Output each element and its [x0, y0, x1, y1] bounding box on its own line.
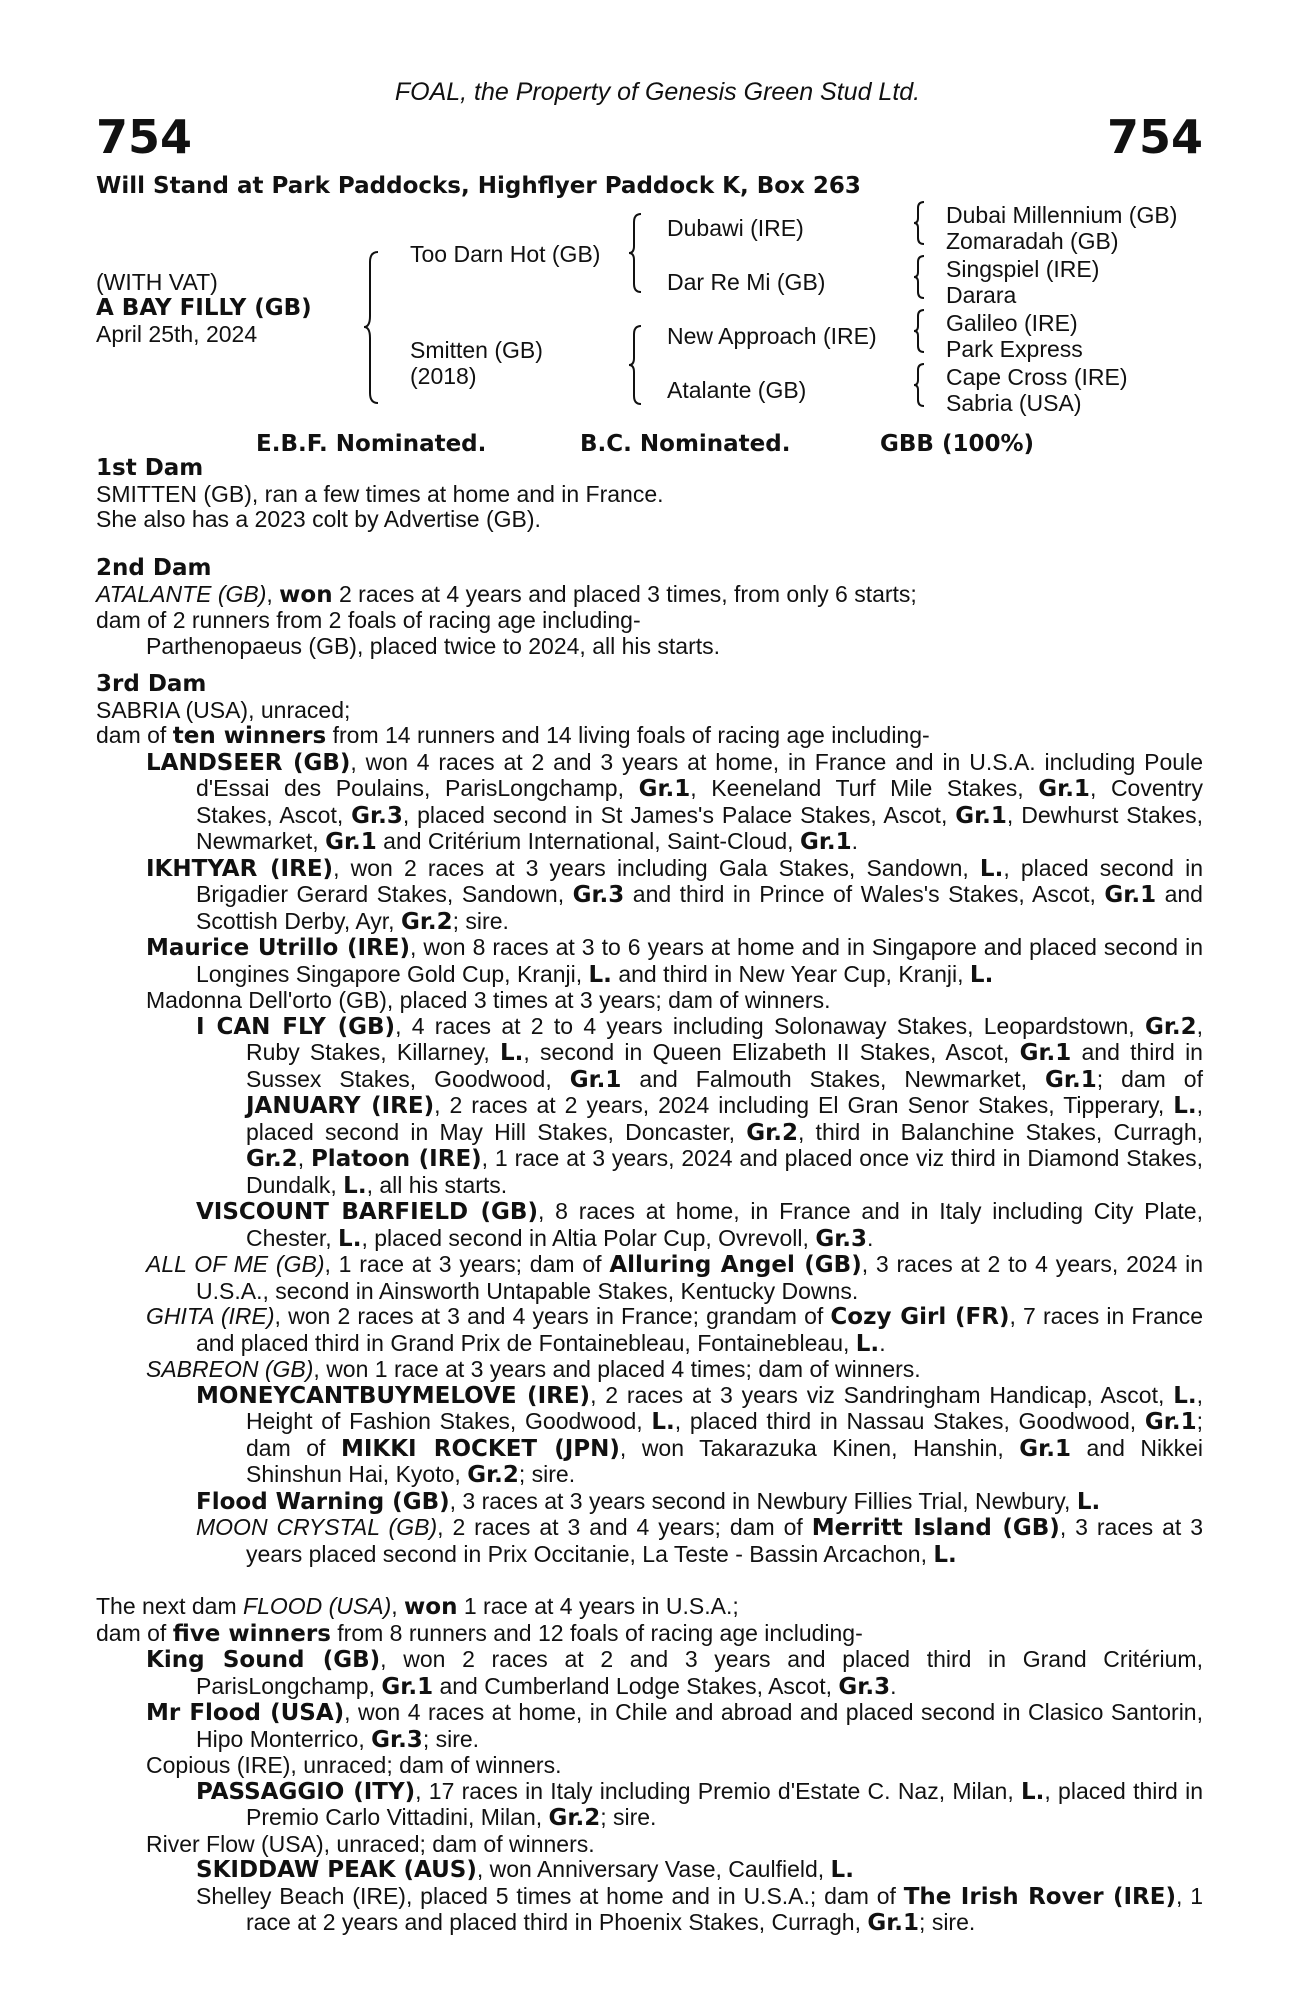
entry-skiddaw-peak: SKIDDAW PEAK (AUS), won Anniversary Vase, Caulfield, L. — [196, 1856, 854, 1883]
entry-landseer: LANDSEER (GB), won 4 races at 2 and 3 years at home, in France and in U.S.A. including Poule d'Essai des Poulains, ParisLongchamp, Gr.1, Keeneland Turf Mile Stakes, Gr.1, Coventry Stakes, Ascot, Gr.3, placed second in St James's Palace Stakes, Ascot, Gr.1, Dewhurst Stakes, Newmarket, Gr.1 and Critérium International, Saint-Cloud, Gr.1. — [146, 748, 1204, 855]
lot-number-right: 754 — [1106, 110, 1203, 164]
next-dam-section — [96, 1594, 1203, 1937]
comma: , — [266, 580, 280, 607]
entry-moneycantbuymelove: MONEYCANTBUYMELOVE (IRE), 2 races at 3 years viz Sandringham Handicap, Ascot, L., Height of Fashion Stakes, Goodwood, L., placed third in Nassau Stakes, Goodwood, Gr.1; dam of MIKKI ROCKET (JPN), won Takarazuka Kinen, Hanshin, Gr.1 and Nikkei Shinshun Hai, Kyoto, Gr.2; sire. — [196, 1381, 1204, 1488]
pedigree-ds: New Approach (IRE) — [667, 323, 877, 349]
entry-passaggio: PASSAGGIO (ITY), 17 races in Italy including Premio d'Estate C. Naz, Milan, L., placed third in Premio Carlo Vittadini, Milan, Gr.2; sire. — [196, 1777, 1204, 1831]
first-dam-line: SMITTEN (GB), ran a few times at home and in France. — [96, 480, 664, 507]
pedigree-brace-dam — [627, 324, 643, 406]
won-label: won — [279, 581, 333, 608]
third-dam-line: SABRIA (USA), unraced; — [96, 696, 351, 723]
gbb-status: GBB (100%) — [880, 431, 1035, 457]
third-dam-heading: 3rd Dam — [96, 671, 207, 697]
pedigree-sire: Too Darn Hot (GB) — [410, 241, 601, 267]
vat-label: (WITH VAT) — [96, 269, 218, 295]
pedigree-brace-main — [362, 250, 382, 405]
next-dam-name: FLOOD (USA) — [243, 1593, 392, 1619]
second-dam-produce: dam of 2 runners from 2 foals of racing age including- — [96, 607, 641, 633]
pedigree-ss: Dubawi (IRE) — [667, 215, 804, 241]
pedigree-brace-ss — [912, 200, 926, 246]
second-dam-line: ATALANTE (GB), won 2 races at 4 years and placed 3 times, from only 6 starts; — [96, 580, 917, 608]
first-dam-note: She also has a 2023 colt by Advertise (GB). — [96, 506, 541, 532]
pedigree-sds: Singspiel (IRE) — [946, 256, 1100, 282]
pedigree-dam-year: (2018) — [410, 363, 477, 389]
entry-sabreon: SABREON (GB), won 1 race at 3 years and placed 4 times; dam of winners. — [146, 1356, 921, 1382]
pedigree-brace-sd — [912, 254, 926, 300]
third-dam-produce: dam of ten winners from 14 runners and 14 living foals of racing age including- — [96, 722, 930, 749]
stand-info: Will Stand at Park Paddocks, Highflyer Paddock K, Box 263 — [96, 173, 861, 199]
page-title: FOAL, the Property of Genesis Green Stud Ltd. — [394, 78, 921, 106]
first-dam-section — [96, 456, 1203, 533]
second-dam-heading: 2nd Dam — [96, 555, 212, 581]
entry-copious: Copious (IRE), unraced; dam of winners. — [146, 1752, 562, 1778]
entry-all-of-me: ALL OF ME (GB), 1 race at 3 years; dam of Alluring Angel (GB), 3 races at 2 to 4 years, 2024 in U.S.A., second in Ainsworth Untapable Stakes, Kentucky Downs. — [146, 1251, 1203, 1304]
bc-nomination: B.C. Nominated. — [580, 431, 791, 457]
second-dam-runner: Parthenopaeus (GB), placed twice to 2024, all his starts. — [146, 632, 721, 659]
pedigree-dd: Atalante (GB) — [667, 377, 807, 403]
entry-maurice-utrillo: Maurice Utrillo (IRE), won 8 races at 3 to 6 years at home and in Singapore and placed second in Longines Singapore Gold Cup, Kranji, L. and third in New Year Cup, Kranji, L. — [146, 934, 1203, 988]
pedigree-brace-sire — [627, 212, 643, 294]
pedigree-sdd: Darara — [946, 282, 1017, 308]
pedigree-dsd: Park Express — [946, 336, 1083, 362]
entry-madonna: Madonna Dell'orto (GB), placed 3 times at 3 years; dam of winners. — [146, 987, 831, 1013]
next-dam-line: The next dam FLOOD (USA), won 1 race at 4 years in U.S.A.; — [96, 1593, 739, 1620]
pedigree-brace-ds — [912, 308, 926, 354]
pedigree-ddd: Sabria (USA) — [946, 390, 1082, 416]
entry-ghita: GHITA (IRE), won 2 races at 3 and 4 years in France; grandam of Cozy Girl (FR), 7 races in France and placed third in Grand Prix de Fontainebleau, Fontainebleau, L.. — [146, 1303, 1204, 1357]
entry-shelley-beach: Shelley Beach (IRE), placed 5 times at home and in U.S.A.; dam of The Irish Rover (IRE), 1 race at 2 years and placed third in Phoenix Stakes, Curragh, Gr.1; sire. — [196, 1882, 1204, 1936]
entry-i-can-fly: I CAN FLY (GB), 4 races at 2 to 4 years including Solonaway Stakes, Leopardstown, Gr.2, Ruby Stakes, Killarney, L., second in Queen Elizabeth II Stakes, Ascot, Gr.1 and third in Sussex Stakes, Goodwood, Gr.1 and Falmouth Stakes, Newmarket, Gr.1; dam of JANUARY (IRE), 2 races at 2 years, 2024 including El Gran Senor Stakes, Tipperary, L., placed second in May Hill Stakes, Doncaster, Gr.2, third in Balanchine Stakes, Curragh, Gr.2, Platoon (IRE), 1 race at 3 years, 2024 and placed once viz third in Diamond Stakes, Dundalk, L., all his starts. — [196, 1012, 1204, 1199]
entry-mr-flood: Mr Flood (USA), won 4 races at home, in Chile and abroad and placed second in Clasico Santorin, Hipo Monterrico, Gr.3; sire. — [146, 1699, 1203, 1753]
second-dam-section — [96, 556, 1203, 659]
lot-dob: April 25th, 2024 — [96, 321, 258, 347]
ten-winners: ten winners — [172, 723, 327, 749]
pedigree-dds: Cape Cross (IRE) — [946, 364, 1128, 390]
entry-viscount-barfield: VISCOUNT BARFIELD (GB), 8 races at home, in France and in Italy including City Plate, Chester, L., placed second in Altia Polar Cup, Ovrevoll, Gr.3. — [196, 1198, 1203, 1252]
pedigree-dam: Smitten (GB) — [410, 337, 543, 363]
pedigree-sss: Dubai Millennium (GB) — [946, 202, 1178, 228]
next-dam-produce: dam of five winners from 8 runners and 12 foals of racing age including- — [96, 1619, 863, 1647]
pedigree-dss: Galileo (IRE) — [946, 310, 1078, 336]
ebf-nomination: E.B.F. Nominated. — [256, 431, 487, 457]
entry-ikhtyar: IKHTYAR (IRE), won 2 races at 3 years including Gala Stakes, Sandown, L., placed second in Brigadier Gerard Stakes, Sandown, Gr.3 and third in Prince of Wales's Stakes, Ascot, Gr.1 and Scottish Derby, Ayr, Gr.2; sire. — [146, 854, 1204, 935]
first-dam-heading: 1st Dam — [96, 455, 204, 481]
pedigree-sd: Dar Re Mi (GB) — [667, 269, 826, 295]
third-dam-section — [96, 672, 1203, 1568]
entry-flood-warning: Flood Warning (GB), 3 races at 3 years second in Newbury Fillies Trial, Newbury, L. — [196, 1487, 1101, 1515]
entry-river-flow: River Flow (USA), unraced; dam of winners. — [146, 1830, 595, 1857]
entry-moon-crystal: MOON CRYSTAL (GB), 2 races at 3 and 4 years; dam of Merritt Island (GB), 3 races at 3 years placed second in Prix Occitanie, La Teste - Bassin Arcachon, L. — [196, 1514, 1203, 1568]
second-dam-name: ATALANTE (GB) — [96, 580, 267, 607]
pedigree-brace-dd — [912, 362, 926, 408]
lot-number-left: 754 — [96, 110, 193, 164]
entry-king-sound: King Sound (GB), won 2 races at 2 and 3 years and placed third in Grand Critérium, ParisLongchamp, Gr.1 and Cumberland Lodge Stakes, Ascot, Gr.3. — [146, 1646, 1203, 1700]
pedigree-ssd: Zomaradah (GB) — [946, 228, 1119, 254]
lot-name: A BAY FILLY (GB) — [96, 295, 312, 321]
